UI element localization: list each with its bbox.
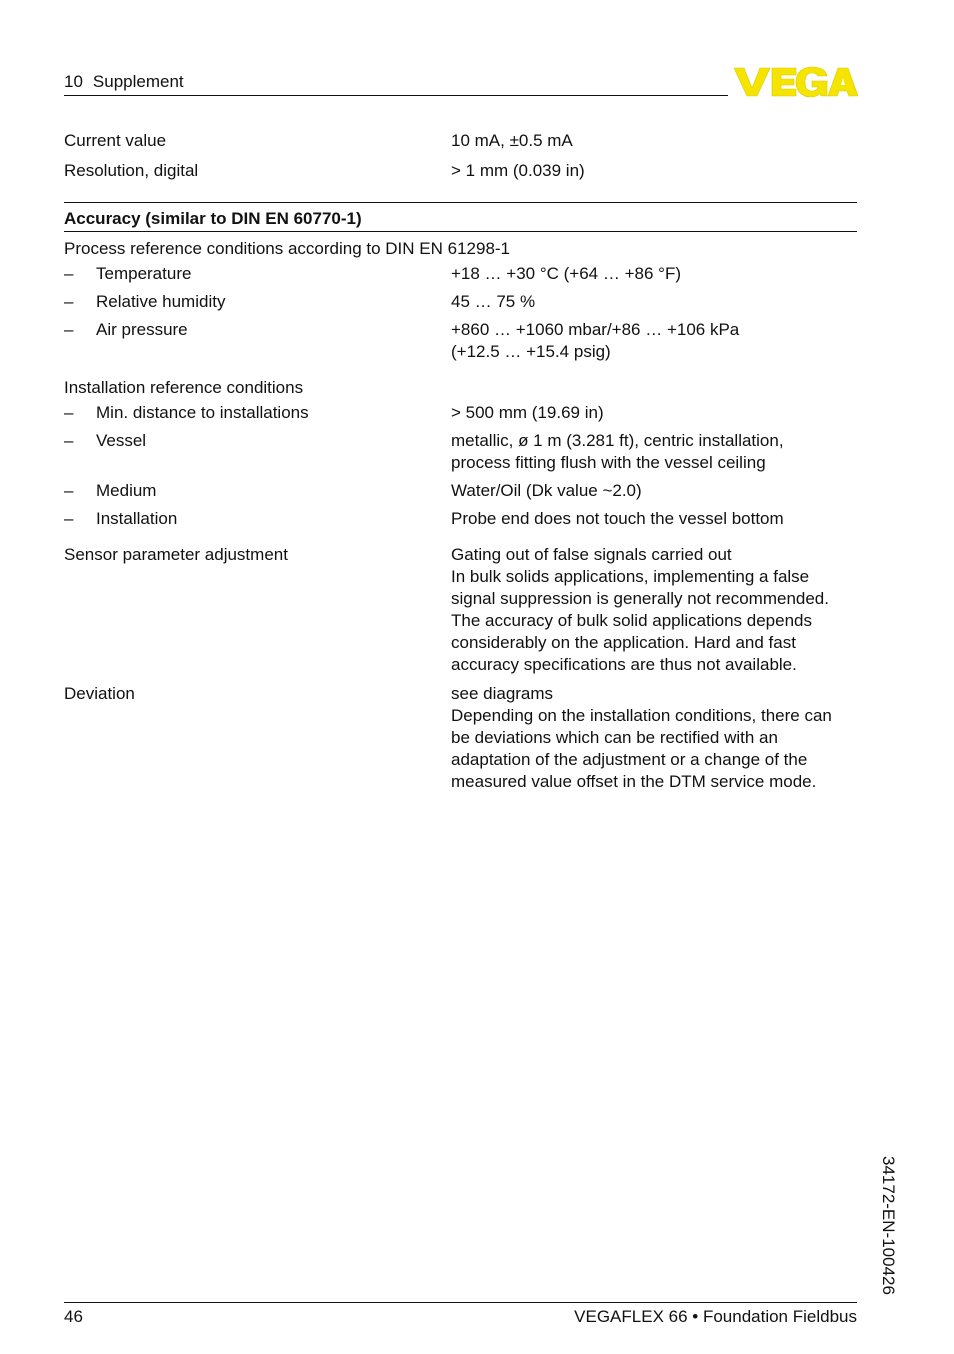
spec-value-line: adaptation of the adjustment or a change of the <box>451 750 808 769</box>
spec-label: Temperature <box>96 264 192 283</box>
spec-value-line: considerably on the application. Hard and fast <box>451 633 796 652</box>
spec-value-line: > 500 mm (19.69 in) <box>451 403 604 422</box>
process-heading: Process reference conditions according to DIN EN 61298-1 <box>64 239 511 258</box>
spec-value <box>451 683 861 793</box>
chapter-title: Supplement <box>92 72 184 91</box>
spec-value-line: The accuracy of bulk solid applications depends <box>451 611 812 630</box>
footer-rule <box>64 1302 857 1303</box>
section-title: Accuracy (similar to DIN EN 60770-1) <box>64 209 362 228</box>
document-title: VEGAFLEX 66 • Foundation Fieldbus <box>574 1307 857 1326</box>
spec-label: Vessel <box>96 431 147 450</box>
running-header <box>64 72 184 92</box>
list-dash: – <box>64 481 74 500</box>
spec-value <box>451 402 861 424</box>
spec-value-line: see diagrams <box>451 684 554 703</box>
list-dash: – <box>64 403 74 422</box>
spec-value-line: metallic, ø 1 m (3.281 ft), centric installation, <box>451 431 784 450</box>
spec-value-line: 45 … 75 % <box>451 292 536 311</box>
spec-value <box>451 480 861 502</box>
spec-label: Sensor parameter adjustment <box>64 545 288 564</box>
spec-value-line: process fitting flush with the vessel ceiling <box>451 453 766 472</box>
header-rule <box>64 95 728 96</box>
spec-value <box>451 291 861 313</box>
spec-value-line: 10 mA, ±0.5 mA <box>451 131 573 150</box>
list-dash: – <box>64 509 74 528</box>
spec-value-line: (+12.5 … +15.4 psig) <box>451 342 611 361</box>
list-dash: – <box>64 320 74 339</box>
spec-label: Air pressure <box>96 320 188 339</box>
page-number: 46 <box>64 1307 83 1326</box>
spec-value-line: Gating out of false signals carried out <box>451 545 732 564</box>
spec-value-line: > 1 mm (0.039 in) <box>451 161 585 180</box>
spec-value-line: accuracy specifications are thus not available. <box>451 655 797 674</box>
spec-value <box>451 508 861 530</box>
list-dash: – <box>64 431 74 450</box>
document-code <box>877 1156 899 1306</box>
spec-value <box>451 130 861 152</box>
spec-value-line: be deviations which can be rectified with an <box>451 728 778 747</box>
spec-value-line: In bulk solids applications, implementing a false <box>451 567 810 586</box>
spec-value <box>451 544 861 676</box>
chapter-number: 10 <box>64 72 83 91</box>
spec-value-line: +18 … +30 °C (+64 … +86 °F) <box>451 264 681 283</box>
spec-label: Relative humidity <box>96 292 226 311</box>
spec-value-line: +860 … +1060 mbar/+86 … +106 kPa <box>451 320 740 339</box>
spec-label: Medium <box>96 481 157 500</box>
list-dash: – <box>64 292 74 311</box>
spec-label: Current value <box>64 131 167 150</box>
spec-label: Installation <box>96 509 178 528</box>
spec-label: Deviation <box>64 684 135 703</box>
install-heading: Installation reference conditions <box>64 378 304 397</box>
section-rule-bottom <box>64 231 857 232</box>
spec-value <box>451 430 861 474</box>
spec-value-line: Probe end does not touch the vessel bottom <box>451 509 784 528</box>
list-dash: – <box>64 264 74 283</box>
spec-label: Resolution, digital <box>64 161 199 180</box>
spec-value-line: Water/Oil (Dk value ~2.0) <box>451 481 642 500</box>
spec-value <box>451 319 861 363</box>
spec-label: Min. distance to installations <box>96 403 309 422</box>
spec-value-line: measured value offset in the DTM service mode. <box>451 772 817 791</box>
document-code-text: 34172-EN-100426 <box>879 1156 898 1295</box>
spec-value <box>451 160 861 182</box>
spec-value <box>451 263 861 285</box>
section-rule-top <box>64 202 857 203</box>
spec-value-line: Depending on the installation conditions, there can <box>451 706 832 725</box>
spec-value-line: signal suppression is generally not recommended. <box>451 589 829 608</box>
vega-logo <box>734 66 858 98</box>
